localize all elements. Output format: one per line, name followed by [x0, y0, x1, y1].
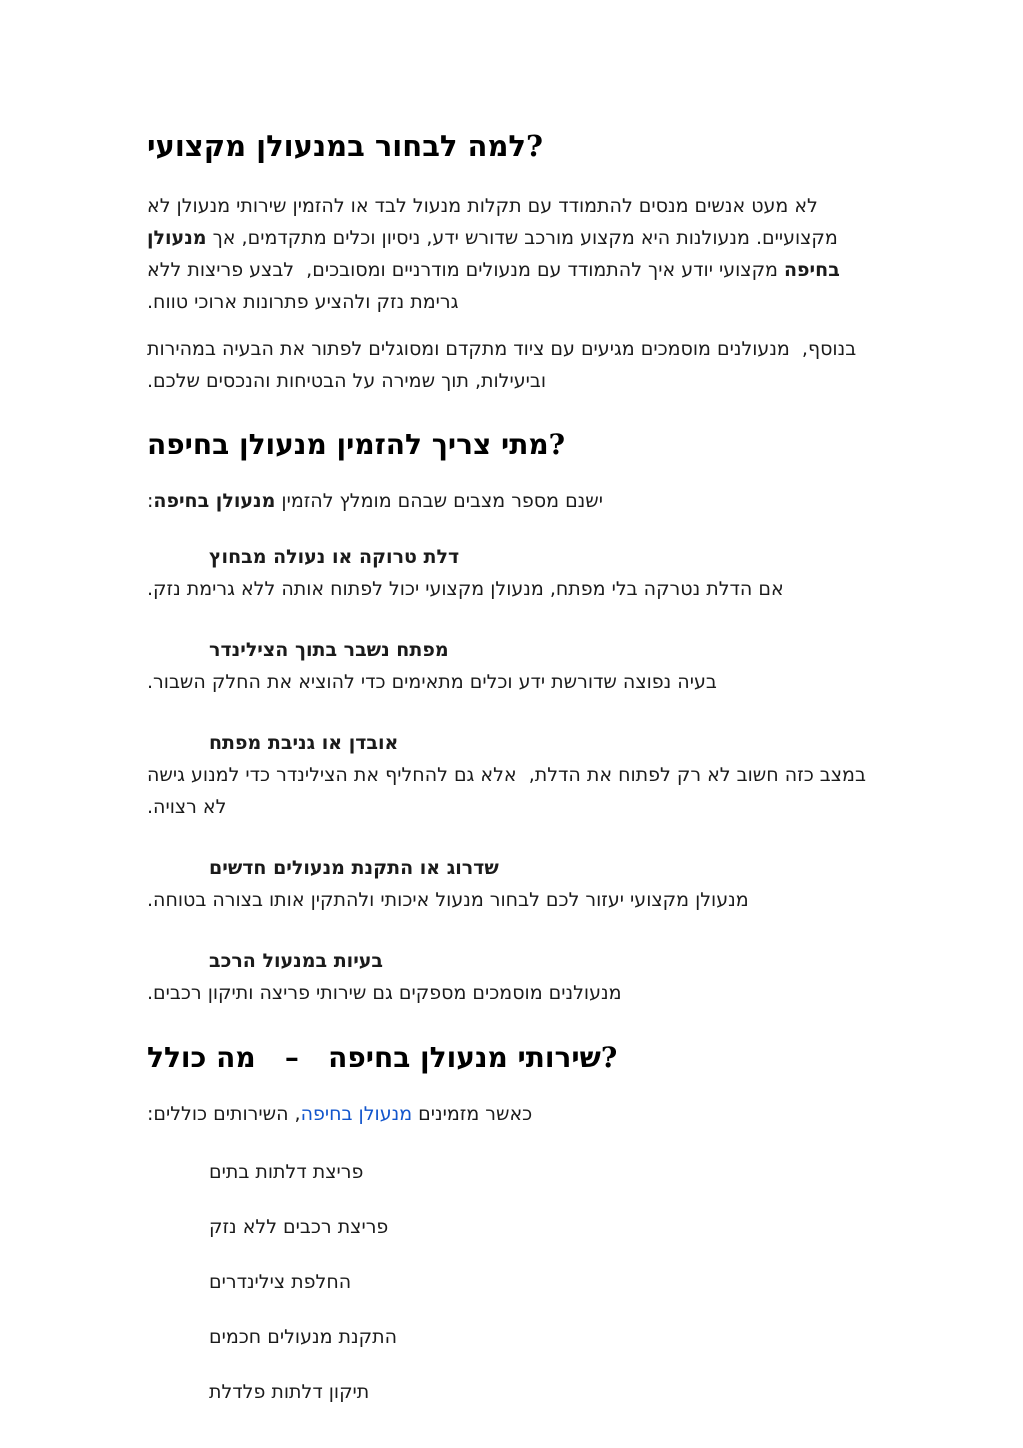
service-house-door-opening: פריצת דלתות בתים	[209, 1161, 364, 1183]
paragraph-when-intro: ישנם מספר מצבים שבהם מומלץ להזמין מנעולן בחיפה:	[147, 490, 603, 512]
situation-items-list	[140, 541, 880, 1009]
item-title-lost-stolen-key: אובדן או גניבת מפתח	[209, 732, 399, 754]
paragraph-why-additional: בנוסף, מנעולנים מוסמכים מגיעים עם ציוד מתקדם ומסוגלים לפתור את הבעיה במהירות וביעילות, תוך שמירה על הבטיחות והנכסים שלכם.	[140, 338, 857, 392]
item-desc-upgrade-install-locks: מנעולן מקצועי יעזור לכם לבחור מנעול איכותי ולהתקין אותו בצורה בטוחה.	[147, 889, 749, 911]
locksmith-haifa-link[interactable]: מנעולן בחיפה	[300, 1103, 413, 1125]
item-desc-broken-key: בעיה נפוצה שדורשת ידע וכלים מתאימים כדי להוציא את החלק השבור.	[147, 671, 717, 693]
list-item	[147, 541, 880, 605]
item-title-broken-key: מפתח נשבר בתוך הצילינדר	[209, 639, 449, 661]
services-list	[147, 1156, 880, 1408]
list-item	[147, 634, 880, 698]
service-steel-door-repair: תיקון דלתות פלדלת	[209, 1381, 370, 1403]
item-title-car-lock-problems: בעיות במנעול הרכב	[209, 950, 384, 972]
keyword-bold: מנעולן בחיפה	[153, 490, 276, 512]
item-desc-car-lock-problems: מנעולנים מוסמכים מספקים גם שירותי פריצה ותיקון רכבים.	[147, 982, 622, 1004]
service-cylinder-replacement: החלפת צילינדרים	[209, 1271, 352, 1293]
heading-why-choose-professional-locksmith: למה לבחור במנעולן מקצועי?	[147, 129, 543, 163]
list-item	[147, 852, 880, 916]
heading-what-services-include: שירותי מנעולן בחיפה – מה כולל?	[147, 1041, 618, 1074]
keyword-bold: מנעולן בחיפה	[140, 227, 840, 281]
paragraph-why-intro: לא מעט אנשים מנסים להתמודד עם תקלות מנעול לבד או להזמין שירותי מנעולן לא מקצועיים. מנעולנות היא מקצוע מורכב שדורש ידע, ניסיון וכלים מתקדמים, אך מנעולן בחיפה מקצועי יודע איך להתמודד עם מנעולים מודרניים ומסובכים, לבצע פריצות ללא גרימת נזק ולהציע פתרונות ארוכי טווח.	[140, 195, 840, 313]
item-title-upgrade-install-locks: שדרוג או התקנת מנעולים חדשים	[209, 857, 499, 879]
item-desc-door-slammed: אם הדלת נטרקה בלי מפתח, מנעולן מקצועי יכול לפתוח אותה ללא גרימת נזק.	[147, 578, 784, 600]
service-car-opening-no-damage: פריצת רכבים ללא נזק	[209, 1216, 389, 1238]
list-item	[147, 945, 880, 1009]
paragraph-services-intro: כאשר מזמינים מנעולן בחיפה, השירותים כוללים:	[147, 1103, 533, 1125]
heading-when-to-call-locksmith: מתי צריך להזמין מנעולן בחיפה?	[147, 428, 566, 461]
service-smart-lock-installation: התקנת מנעולים חכמים	[209, 1326, 398, 1348]
item-title-door-slammed: דלת טרוקה או נעולה מבחוץ	[209, 546, 460, 568]
list-item	[140, 727, 880, 823]
item-desc-lost-stolen-key: במצב כזה חשוב לא רק לפתוח את הדלת, אלא גם להחליף את הצילינדר כדי למנוע גישה לא רצויה.	[140, 764, 866, 818]
